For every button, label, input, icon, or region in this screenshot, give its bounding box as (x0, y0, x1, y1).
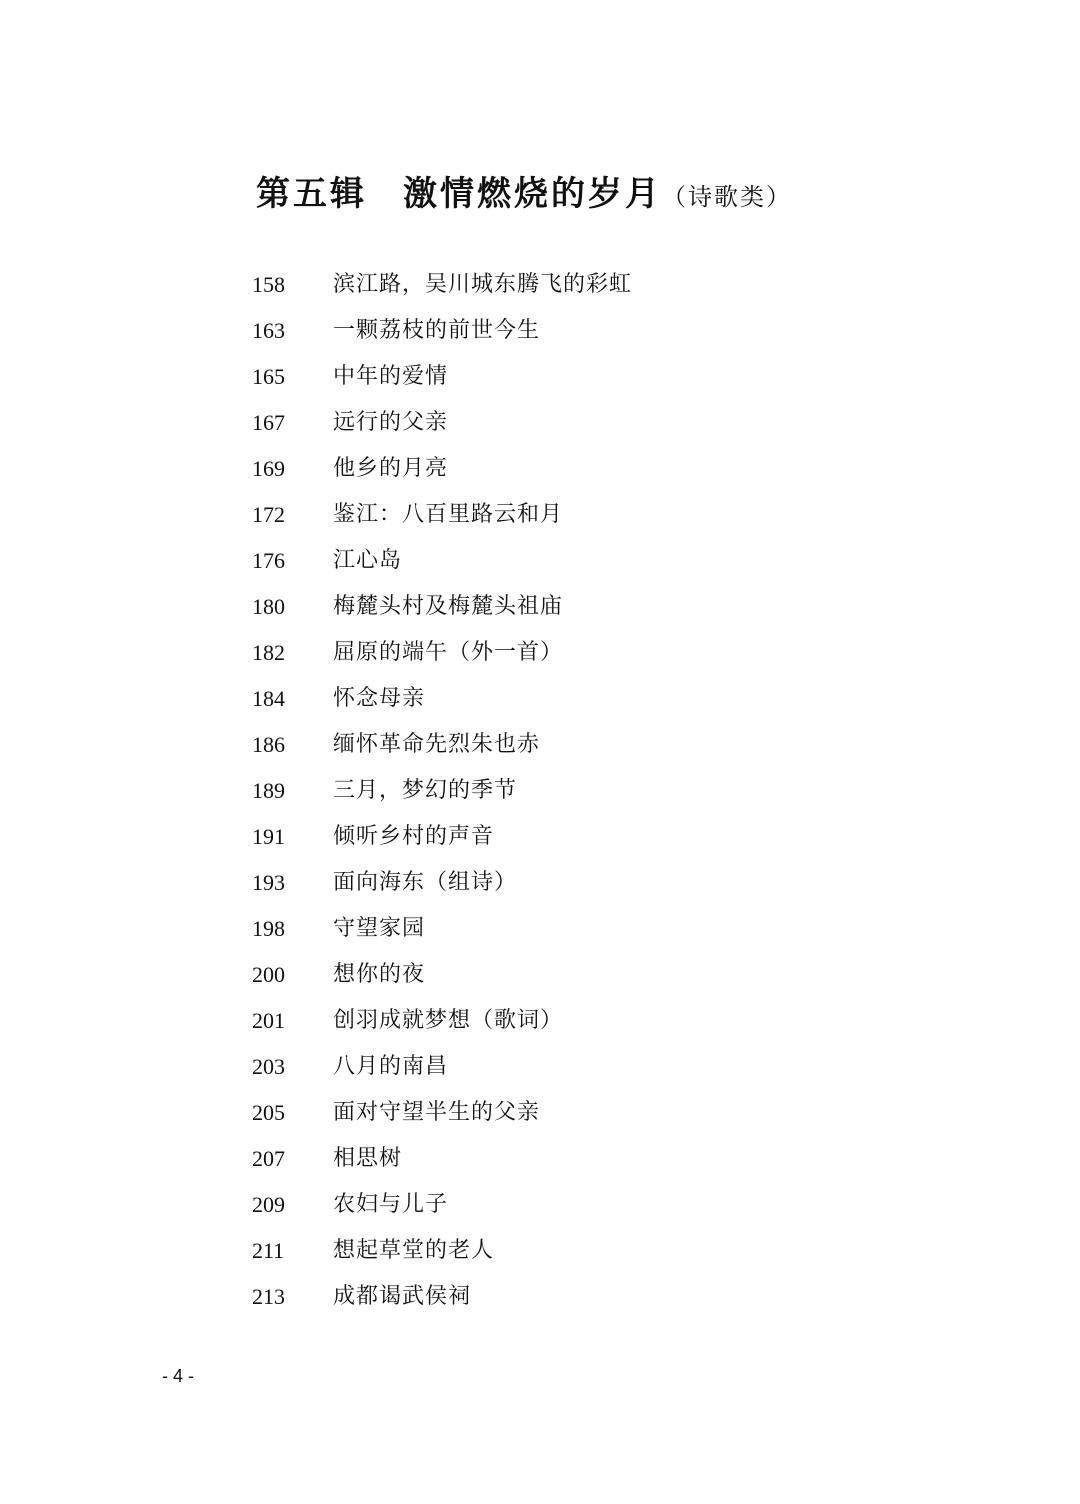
toc-entry-row (252, 768, 632, 814)
toc-entry-title: 他乡的月亮 (333, 456, 449, 481)
toc-entry-row (252, 400, 632, 446)
toc-entry-title: 守望家园 (333, 916, 426, 941)
toc-page-number: 172 (252, 502, 285, 527)
toc-entry-row (252, 630, 632, 676)
toc-entry-title: 倾听乡村的声音 (333, 824, 495, 849)
toc-page-number: 180 (252, 594, 285, 619)
toc-page-number: 211 (252, 1238, 285, 1263)
toc-page-number: 182 (252, 640, 285, 665)
toc-entry-title: 江心岛 (333, 548, 403, 573)
toc-entry-row (252, 354, 632, 400)
toc-entry-title: 想你的夜 (333, 962, 426, 987)
toc-entry-title: 三月，梦幻的季节 (333, 778, 518, 803)
toc-page-number: 209 (252, 1192, 285, 1217)
toc-page-number: 191 (252, 824, 285, 849)
toc-entry-title: 鉴江：八百里路云和月 (333, 502, 564, 527)
toc-entry-title: 相思树 (333, 1146, 403, 1171)
toc-page-number: 165 (252, 364, 285, 389)
toc-entry-title: 创羽成就梦想（歌词） (333, 1008, 564, 1033)
toc-page-number: 186 (252, 732, 285, 757)
toc-entry-row (252, 1136, 632, 1182)
toc-page-number: 184 (252, 686, 285, 711)
toc-entry-title: 想起草堂的老人 (333, 1238, 495, 1263)
toc-page-number: 176 (252, 548, 285, 573)
toc-entry-row (252, 676, 632, 722)
toc-entry-row (252, 1274, 632, 1320)
toc-entry-row (252, 308, 632, 354)
toc-page-number: 201 (252, 1008, 285, 1033)
toc-entry-row (252, 722, 632, 768)
toc-entry-title: 缅怀革命先烈朱也赤 (333, 732, 541, 757)
section-title: 激情燃烧的岁月 (403, 174, 662, 214)
toc-entry-row (252, 860, 632, 906)
toc-page-number: 203 (252, 1054, 285, 1079)
toc-entry-row (252, 492, 632, 538)
toc-entry-row (252, 538, 632, 584)
toc-entry-row (252, 1182, 632, 1228)
toc-entry-title: 屈原的端午（外一首） (333, 640, 564, 665)
section-category: （诗歌类） (662, 183, 792, 211)
page-number: - 4 - (162, 1366, 195, 1386)
section-number: 第五辑 (256, 174, 367, 214)
toc-entry-row (252, 446, 632, 492)
toc-page-number: 205 (252, 1100, 285, 1125)
toc-entry-row (252, 1044, 632, 1090)
toc-page-number: 189 (252, 778, 285, 803)
toc-entry-row (252, 814, 632, 860)
toc-entry-row (252, 262, 632, 308)
toc-page-number: 200 (252, 962, 285, 987)
toc-entry-title: 农妇与儿子 (333, 1192, 449, 1217)
toc-entry-row (252, 906, 632, 952)
toc-page-number: 198 (252, 916, 285, 941)
toc-entry-title: 滨江路，吴川城东腾飞的彩虹 (333, 272, 633, 297)
toc-entry-row (252, 1228, 632, 1274)
toc-entry-title: 梅麓头村及梅麓头祖庙 (333, 594, 564, 619)
toc-entry-title: 成都谒武侯祠 (333, 1284, 472, 1309)
toc-entry-row (252, 952, 632, 998)
toc-entry-title: 面向海东（组诗） (333, 870, 518, 895)
toc-page-number: 163 (252, 318, 285, 343)
toc-page-number: 213 (252, 1284, 285, 1309)
toc-entry-title: 面对守望半生的父亲 (333, 1100, 541, 1125)
toc-entry-row (252, 998, 632, 1044)
toc-page-number: 193 (252, 870, 285, 895)
page-title (256, 166, 876, 215)
toc-entry-row (252, 584, 632, 630)
toc-entry-title: 怀念母亲 (333, 686, 426, 711)
toc-entry-title: 八月的南昌 (333, 1054, 449, 1079)
toc-entry-row (252, 1090, 632, 1136)
toc-entry-title: 中年的爱情 (333, 364, 449, 389)
toc-page-number: 207 (252, 1146, 285, 1171)
toc-entry-title: 远行的父亲 (333, 410, 449, 435)
toc-entry-title: 一颗荔枝的前世今生 (333, 318, 541, 343)
toc-page-number: 167 (252, 410, 285, 435)
toc-page-number: 158 (252, 272, 285, 297)
toc-page-number: 169 (252, 456, 285, 481)
table-of-contents (252, 262, 632, 1320)
